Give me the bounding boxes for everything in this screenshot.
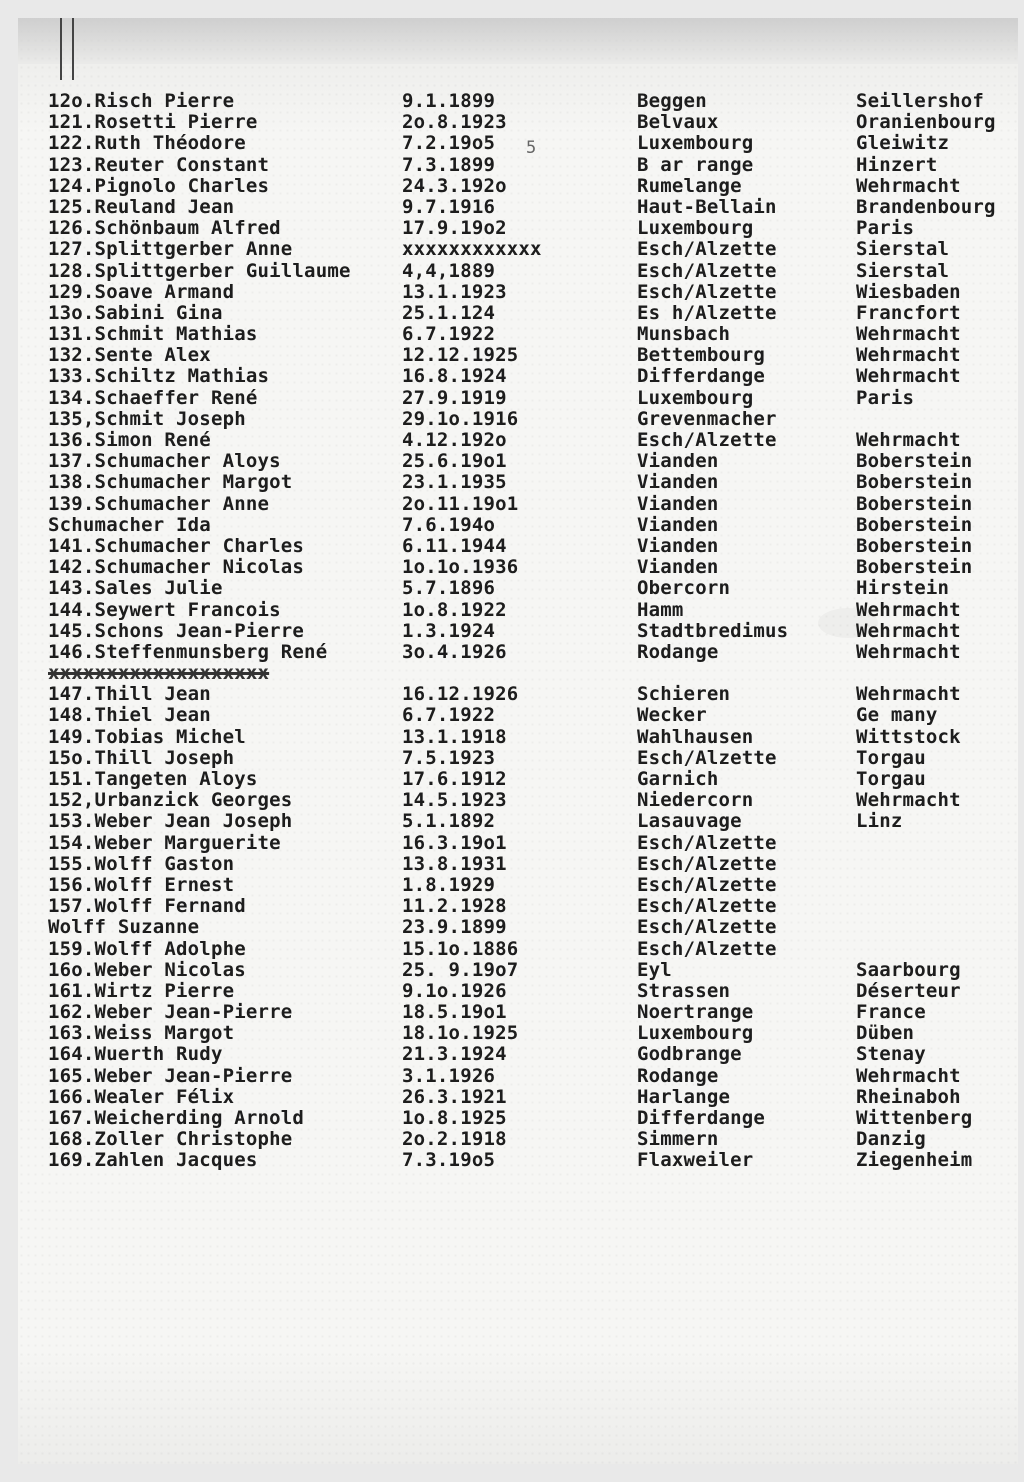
birth-date: 17.9.19o2 bbox=[402, 217, 507, 240]
birth-place: Rodange bbox=[637, 1064, 719, 1087]
person-name: 127.Splittgerber Anne bbox=[48, 238, 293, 261]
birth-date: 23.1.1935 bbox=[402, 471, 507, 494]
person-name: 128.Splittgerber Guillaume bbox=[48, 259, 351, 282]
list-row bbox=[48, 176, 1018, 197]
birth-place: Belvaux bbox=[637, 111, 719, 134]
birth-date: 7.3.1899 bbox=[402, 153, 496, 176]
list-row bbox=[48, 494, 1018, 515]
birth-place: Esch/Alzette bbox=[637, 280, 777, 303]
birth-place: Rumelange bbox=[637, 174, 742, 197]
birth-date: 9.7.1916 bbox=[402, 195, 496, 218]
birth-place: B ar range bbox=[637, 153, 754, 176]
list-row bbox=[48, 939, 1018, 960]
person-name: 155.Wolff Gaston bbox=[48, 852, 235, 875]
list-row bbox=[48, 1066, 1018, 1087]
person-name: 164.Wuerth Rudy bbox=[48, 1043, 223, 1066]
person-name: 161.Wirtz Pierre bbox=[48, 979, 235, 1002]
margin-mark: 5 bbox=[526, 138, 537, 158]
birth-place: Wahlhausen bbox=[637, 725, 754, 748]
list-row bbox=[48, 1044, 1018, 1065]
birth-date: 1.8.1929 bbox=[402, 873, 496, 896]
birth-date: 7.5.1923 bbox=[402, 746, 496, 769]
list-row bbox=[48, 600, 1018, 621]
destination: Linz bbox=[856, 810, 903, 833]
birth-date: 7.2.19o5 bbox=[402, 132, 496, 155]
birth-date: 5.1.1892 bbox=[402, 810, 496, 833]
birth-place: Esch/Alzette bbox=[637, 259, 777, 282]
scan-edge-line bbox=[72, 18, 74, 80]
birth-date: 2o.2.1918 bbox=[402, 1128, 507, 1151]
person-name: 15o.Thill Joseph bbox=[48, 746, 235, 769]
birth-date: 13.1.1918 bbox=[402, 725, 507, 748]
birth-place: Strassen bbox=[637, 979, 731, 1002]
birth-place: Hamm bbox=[637, 598, 684, 621]
birth-place: Esch/Alzette bbox=[637, 895, 777, 918]
person-name: 121.Rosetti Pierre bbox=[48, 111, 258, 134]
destination: Danzig bbox=[856, 1128, 926, 1151]
list-row bbox=[48, 875, 1018, 896]
list-row bbox=[48, 811, 1018, 832]
destination: Rheinaboh bbox=[856, 1085, 961, 1108]
birth-date: 4,4,1889 bbox=[402, 259, 496, 282]
destination: Hirstein bbox=[856, 577, 950, 600]
list-row bbox=[48, 218, 1018, 239]
person-name: xxxxxxxxxxxxxxxxxxx bbox=[48, 662, 270, 685]
destination: Brandenbourg bbox=[856, 195, 996, 218]
destination: Torgau bbox=[856, 768, 926, 790]
birth-place: Esch/Alzette bbox=[637, 238, 777, 261]
birth-place: Esch/Alzette bbox=[637, 429, 777, 451]
destination: Wiesbaden bbox=[856, 280, 961, 303]
destination: Ziegenheim bbox=[856, 1149, 973, 1172]
list-row bbox=[48, 663, 1018, 684]
list-row bbox=[48, 727, 1018, 748]
birth-place: Luxembourg bbox=[637, 386, 754, 409]
person-name: Schumacher Ida bbox=[48, 513, 211, 536]
birth-place: Beggen bbox=[637, 90, 707, 112]
list-row bbox=[48, 578, 1018, 599]
list-row bbox=[48, 112, 1018, 133]
person-name: 146.Steffenmunsberg René bbox=[48, 640, 328, 663]
birth-date: 21.3.1924 bbox=[402, 1043, 507, 1066]
person-name: 13o.Sabini Gina bbox=[48, 301, 223, 324]
destination: Francfort bbox=[856, 301, 961, 324]
list-row bbox=[48, 684, 1018, 705]
list-row bbox=[48, 1129, 1018, 1150]
destination: Wittenberg bbox=[856, 1107, 973, 1129]
list-row bbox=[48, 790, 1018, 811]
destination: Déserteur bbox=[856, 979, 961, 1002]
person-name: 129.Soave Armand bbox=[48, 280, 235, 303]
destination: Paris bbox=[856, 217, 915, 240]
person-name: 166.Wealer Félix bbox=[48, 1085, 235, 1108]
list-row bbox=[48, 854, 1018, 875]
birth-date: 26.3.1921 bbox=[402, 1085, 507, 1108]
birth-date: 1o.8.1922 bbox=[402, 598, 507, 621]
birth-place: Stadtbredimus bbox=[637, 619, 789, 642]
list-row bbox=[48, 1087, 1018, 1108]
destination: Wehrmacht bbox=[856, 619, 961, 642]
birth-date: 13.8.1931 bbox=[402, 852, 507, 875]
birth-place: Simmern bbox=[637, 1128, 719, 1151]
list-row bbox=[48, 896, 1018, 917]
person-name: 136.Simon René bbox=[48, 429, 211, 451]
person-name: 126.Schönbaum Alfred bbox=[48, 217, 281, 240]
birth-date: 16.8.1924 bbox=[402, 365, 507, 388]
birth-place: Luxembourg bbox=[637, 1022, 754, 1045]
destination: Boberstein bbox=[856, 534, 973, 557]
person-name: 123.Reuter Constant bbox=[48, 153, 270, 176]
destination: Wehrmacht bbox=[856, 429, 961, 451]
birth-place: Differdange bbox=[637, 365, 766, 388]
destination: Wehrmacht bbox=[856, 598, 961, 621]
birth-date: 1o.1o.1936 bbox=[402, 556, 519, 579]
birth-date: 6.7.1922 bbox=[402, 323, 496, 346]
birth-date: 16.12.1926 bbox=[402, 683, 519, 706]
list-row bbox=[48, 409, 1018, 430]
destination: Boberstein bbox=[856, 471, 973, 494]
birth-place: Esch/Alzette bbox=[637, 916, 777, 939]
person-name: 139.Schumacher Anne bbox=[48, 492, 270, 515]
birth-date: 25.1.124 bbox=[402, 301, 496, 324]
birth-date: 15.1o.1886 bbox=[402, 937, 519, 960]
list-row bbox=[48, 155, 1018, 176]
list-row bbox=[48, 451, 1018, 472]
birth-date: 4.12.192o bbox=[402, 429, 507, 451]
birth-date: 2o.11.19o1 bbox=[402, 492, 519, 515]
birth-place: Bettembourg bbox=[637, 344, 766, 367]
destination: France bbox=[856, 1001, 926, 1024]
destination: Düben bbox=[856, 1022, 915, 1045]
destination: Boberstein bbox=[856, 513, 973, 536]
person-name: 12o.Risch Pierre bbox=[48, 90, 235, 112]
list-row bbox=[48, 345, 1018, 366]
birth-date: 9.1.1899 bbox=[402, 90, 496, 112]
birth-date: 7.3.19o5 bbox=[402, 1149, 496, 1172]
birth-date: 1.3.1924 bbox=[402, 619, 496, 642]
birth-place: Godbrange bbox=[637, 1043, 742, 1066]
person-name: 145.Schons Jean-Pierre bbox=[48, 619, 305, 642]
birth-place: Noertrange bbox=[637, 1001, 754, 1024]
birth-place: Differdange bbox=[637, 1107, 766, 1129]
scan-edge-line bbox=[60, 18, 62, 80]
destination: Boberstein bbox=[856, 450, 973, 473]
list-row bbox=[48, 324, 1018, 345]
birth-place: Esch/Alzette bbox=[637, 746, 777, 769]
birth-date: 6.7.1922 bbox=[402, 704, 496, 727]
birth-date: 23.9.1899 bbox=[402, 916, 507, 939]
birth-place: Rodange bbox=[637, 640, 719, 663]
list-row bbox=[48, 261, 1018, 282]
destination: Wehrmacht bbox=[856, 640, 961, 663]
list-row bbox=[48, 388, 1018, 409]
list-row bbox=[48, 515, 1018, 536]
birth-date: 3.1.1926 bbox=[402, 1064, 496, 1087]
list-row bbox=[48, 705, 1018, 726]
destination: Wehrmacht bbox=[856, 683, 961, 706]
birth-date: 2o.8.1923 bbox=[402, 111, 507, 134]
scan-top-shadow bbox=[18, 18, 1018, 64]
person-name: 167.Weicherding Arnold bbox=[48, 1107, 305, 1129]
birth-date: 29.1o.1916 bbox=[402, 407, 519, 430]
person-name: 131.Schmit Mathias bbox=[48, 323, 258, 346]
list-row bbox=[48, 536, 1018, 557]
person-name: 153.Weber Jean Joseph bbox=[48, 810, 293, 833]
person-name: 163.Weiss Margot bbox=[48, 1022, 235, 1045]
person-name: 149.Tobias Michel bbox=[48, 725, 246, 748]
list-row bbox=[48, 1108, 1018, 1129]
birth-place: Vianden bbox=[637, 471, 719, 494]
list-row bbox=[48, 1002, 1018, 1023]
person-name: 142.Schumacher Nicolas bbox=[48, 556, 305, 579]
destination: Sierstal bbox=[856, 238, 950, 261]
birth-place: Vianden bbox=[637, 513, 719, 536]
person-name: 138.Schumacher Margot bbox=[48, 471, 293, 494]
destination: Seillershof bbox=[856, 90, 985, 112]
person-name: 135,Schmit Joseph bbox=[48, 407, 246, 430]
person-name: 157.Wolff Fernand bbox=[48, 895, 246, 918]
list-row bbox=[48, 833, 1018, 854]
person-name: 134.Schaeffer René bbox=[48, 386, 258, 409]
person-name: 124.Pignolo Charles bbox=[48, 174, 270, 197]
list-row bbox=[48, 472, 1018, 493]
list-row bbox=[48, 303, 1018, 324]
birth-date: 7.6.194o bbox=[402, 513, 496, 536]
birth-date: 1o.8.1925 bbox=[402, 1107, 507, 1129]
birth-date: 9.1o.1926 bbox=[402, 979, 507, 1002]
destination: Ge many bbox=[856, 704, 938, 727]
list-row bbox=[48, 748, 1018, 769]
person-name: 133.Schiltz Mathias bbox=[48, 365, 270, 388]
list-row bbox=[48, 282, 1018, 303]
birth-date: 5.7.1896 bbox=[402, 577, 496, 600]
list-row bbox=[48, 960, 1018, 981]
birth-date: 16.3.19o1 bbox=[402, 831, 507, 854]
destination: Wehrmacht bbox=[856, 174, 961, 197]
birth-place: Vianden bbox=[637, 556, 719, 579]
destination: Wehrmacht bbox=[856, 344, 961, 367]
person-name: Wolff Suzanne bbox=[48, 916, 200, 939]
birth-date: 11.2.1928 bbox=[402, 895, 507, 918]
birth-place: Esch/Alzette bbox=[637, 852, 777, 875]
destination: Wehrmacht bbox=[856, 365, 961, 388]
person-name: 137.Schumacher Aloys bbox=[48, 450, 281, 473]
birth-date: 12.12.1925 bbox=[402, 344, 519, 367]
list-row bbox=[48, 239, 1018, 260]
birth-place: Vianden bbox=[637, 492, 719, 515]
person-name: 148.Thiel Jean bbox=[48, 704, 211, 727]
birth-place: Schieren bbox=[637, 683, 731, 706]
birth-date: 24.3.192o bbox=[402, 174, 507, 197]
person-name: 156.Wolff Ernest bbox=[48, 873, 235, 896]
destination: Hinzert bbox=[856, 153, 938, 176]
person-name: 144.Seywert Francois bbox=[48, 598, 281, 621]
person-name: 143.Sales Julie bbox=[48, 577, 223, 600]
list-row bbox=[48, 197, 1018, 218]
list-row bbox=[48, 366, 1018, 387]
destination: Sierstal bbox=[856, 259, 950, 282]
list-row bbox=[48, 557, 1018, 578]
birth-date: 25.6.19o1 bbox=[402, 450, 507, 473]
birth-date: xxxxxxxxxxxx bbox=[402, 238, 542, 261]
person-name: 16o.Weber Nicolas bbox=[48, 958, 246, 981]
person-name: 141.Schumacher Charles bbox=[48, 534, 305, 557]
person-name: 132.Sente Alex bbox=[48, 344, 211, 367]
destination: Oranienbourg bbox=[856, 111, 996, 134]
list-row bbox=[48, 133, 1018, 154]
person-name: 151.Tangeten Aloys bbox=[48, 768, 258, 790]
birth-place: Vianden bbox=[637, 534, 719, 557]
person-name: 162.Weber Jean-Pierre bbox=[48, 1001, 293, 1024]
list-row bbox=[48, 981, 1018, 1002]
birth-date: 17.6.1912 bbox=[402, 768, 507, 790]
birth-place: Eyl bbox=[637, 958, 672, 981]
destination: Gleiwitz bbox=[856, 132, 950, 155]
birth-place: Es h/Alzette bbox=[637, 301, 777, 324]
person-name: 122.Ruth Théodore bbox=[48, 132, 246, 155]
birth-place: Grevenmacher bbox=[637, 407, 777, 430]
list-row bbox=[48, 1150, 1018, 1171]
person-name: 168.Zoller Christophe bbox=[48, 1128, 293, 1151]
person-name: 154.Weber Marguerite bbox=[48, 831, 281, 854]
list-row bbox=[48, 769, 1018, 790]
list-row bbox=[48, 430, 1018, 451]
birth-place: Luxembourg bbox=[637, 217, 754, 240]
person-name: 125.Reuland Jean bbox=[48, 195, 235, 218]
person-name: 165.Weber Jean-Pierre bbox=[48, 1064, 293, 1087]
list-row bbox=[48, 1023, 1018, 1044]
destination: Boberstein bbox=[856, 556, 973, 579]
list-row bbox=[48, 642, 1018, 663]
destination: Wehrmacht bbox=[856, 1064, 961, 1087]
destination: Wehrmacht bbox=[856, 789, 961, 812]
destination: Paris bbox=[856, 386, 915, 409]
birth-place: Esch/Alzette bbox=[637, 831, 777, 854]
destination: Torgau bbox=[856, 746, 926, 769]
birth-date: 6.11.1944 bbox=[402, 534, 507, 557]
birth-date: 13.1.1923 bbox=[402, 280, 507, 303]
birth-place: Haut-Bellain bbox=[637, 195, 777, 218]
person-name: 152,Urbanzick Georges bbox=[48, 789, 293, 812]
list-row bbox=[48, 621, 1018, 642]
destination: Wittstock bbox=[856, 725, 961, 748]
document-page bbox=[18, 18, 1018, 1464]
birth-place: Niedercorn bbox=[637, 789, 754, 812]
birth-date: 25. 9.19o7 bbox=[402, 958, 519, 981]
birth-date: 27.9.1919 bbox=[402, 386, 507, 409]
birth-date: 18.5.19o1 bbox=[402, 1001, 507, 1024]
birth-date: 14.5.1923 bbox=[402, 789, 507, 812]
birth-place: Munsbach bbox=[637, 323, 731, 346]
birth-place: Harlange bbox=[637, 1085, 731, 1108]
birth-date: 18.1o.1925 bbox=[402, 1022, 519, 1045]
list-row bbox=[48, 917, 1018, 938]
deportation-list bbox=[48, 91, 1018, 1172]
destination: Saarbourg bbox=[856, 958, 961, 981]
destination: Wehrmacht bbox=[856, 323, 961, 346]
birth-place: Esch/Alzette bbox=[637, 873, 777, 896]
person-name: 159.Wolff Adolphe bbox=[48, 937, 246, 960]
birth-place: Lasauvage bbox=[637, 810, 742, 833]
birth-place: Esch/Alzette bbox=[637, 937, 777, 960]
birth-date: 3o.4.1926 bbox=[402, 640, 507, 663]
birth-place: Garnich bbox=[637, 768, 719, 790]
birth-place: Wecker bbox=[637, 704, 707, 727]
birth-place: Obercorn bbox=[637, 577, 731, 600]
person-name: 169.Zahlen Jacques bbox=[48, 1149, 258, 1172]
birth-place: Flaxweiler bbox=[637, 1149, 754, 1172]
birth-place: Vianden bbox=[637, 450, 719, 473]
birth-place: Luxembourg bbox=[637, 132, 754, 155]
destination: Boberstein bbox=[856, 492, 973, 515]
destination: Stenay bbox=[856, 1043, 926, 1066]
list-row bbox=[48, 91, 1018, 112]
person-name: 147.Thill Jean bbox=[48, 683, 211, 706]
